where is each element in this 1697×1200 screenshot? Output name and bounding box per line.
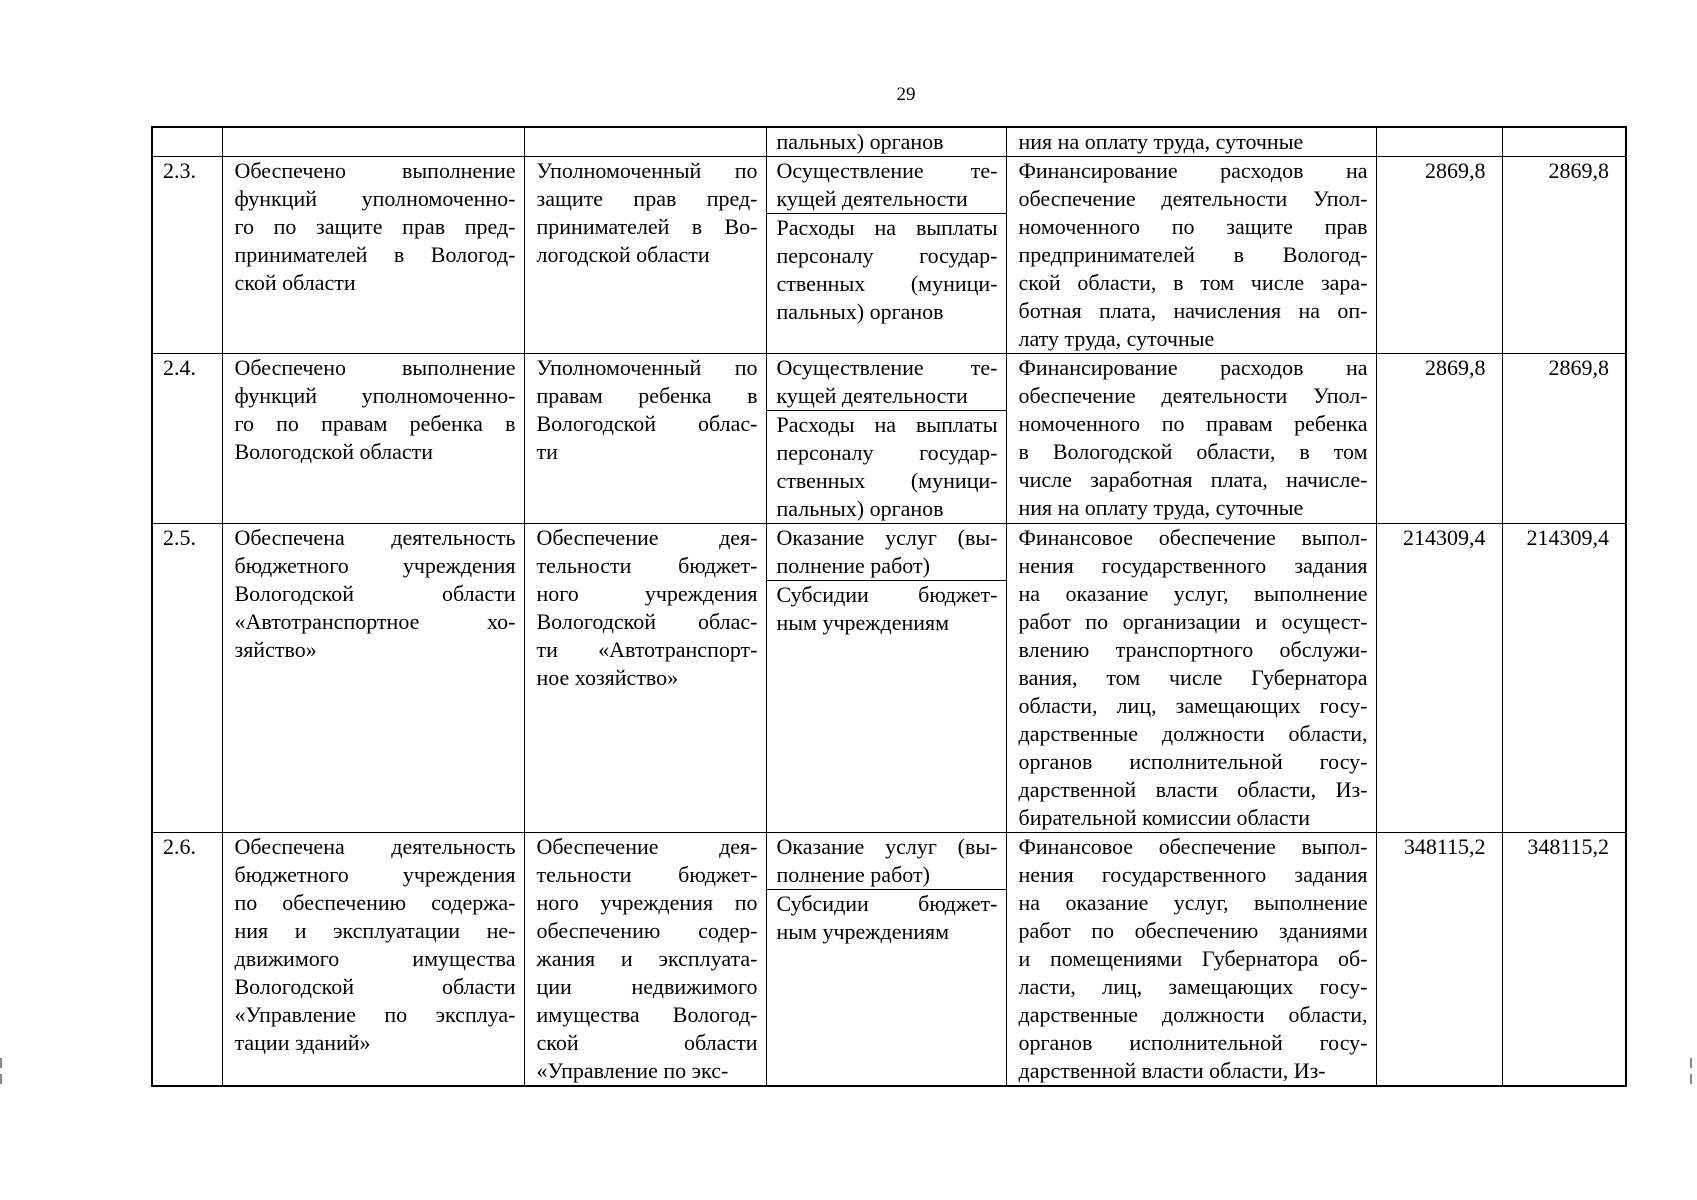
activity-line: Оказание услуг (вы-: [776, 525, 998, 550]
cell-responsible: [524, 157, 766, 354]
activity-line: Осуществление те-: [776, 158, 998, 183]
result-line: Обеспечено выполнение: [234, 158, 516, 183]
description-line: нения государственного задания: [1018, 862, 1368, 887]
cell-amount-1: [1376, 354, 1502, 524]
table-row: [152, 157, 1626, 354]
result-line: «Управление по эксплуа-: [234, 1002, 516, 1027]
cell-description: [1006, 127, 1376, 157]
margin-mark: [0, 1074, 2, 1084]
description-line: Финансирование расходов на: [1018, 158, 1368, 183]
table-row: [152, 354, 1626, 524]
cell-responsible: [524, 833, 766, 1087]
margin-mark: [0, 1058, 2, 1068]
description-line: Финансовое обеспечение выпол-: [1018, 525, 1368, 550]
activity-line: ственных (муници-: [776, 468, 998, 493]
result-line: принимателей в Вологод-: [234, 242, 516, 267]
result-line: Обеспечена деятельность: [234, 834, 516, 859]
activity-block: [767, 354, 1006, 410]
activity-line: персоналу государ-: [776, 243, 998, 268]
responsible-line: Обеспечение дея-: [536, 834, 758, 859]
activity-line: Субсидии бюджет-: [776, 891, 998, 916]
description-line: на оказание услуг, выполнение: [1018, 581, 1368, 606]
description-line: числе заработная плата, начисле-: [1018, 467, 1368, 492]
description-line: вания, том числе Губернатора: [1018, 665, 1368, 690]
activity-line: Субсидии бюджет-: [776, 582, 998, 607]
responsible-line: ти: [536, 439, 558, 464]
activity-line: Оказание услуг (вы-: [776, 834, 998, 859]
page-number: 29: [896, 84, 916, 105]
activity-block: [767, 833, 1006, 889]
result-line: бюджетного учреждения: [234, 862, 516, 887]
cell-amount-1: [1376, 833, 1502, 1087]
cell-activity: [766, 524, 1006, 833]
description-line: дарственные должности области,: [1018, 1002, 1368, 1027]
activity-line: полнение работ): [776, 553, 930, 578]
description-line: работ по обеспечению зданиями: [1018, 918, 1368, 943]
description-line: в Вологодской области, в том: [1018, 439, 1368, 464]
cell-responsible: [524, 354, 766, 524]
amount-value: 2869,8: [1425, 158, 1486, 183]
responsible-line: обеспечению содер-: [536, 918, 758, 943]
responsible-line: Обеспечение дея-: [536, 525, 758, 550]
activity-block: [767, 524, 1006, 580]
cell-amount-1: [1376, 524, 1502, 833]
cell-result: [222, 524, 524, 833]
responsible-line: тельности бюджет-: [536, 862, 758, 887]
activity-block: [767, 410, 1006, 523]
result-line: ской области: [234, 270, 356, 295]
result-line: Обеспечена деятельность: [234, 525, 516, 550]
cell-num: [152, 354, 222, 524]
row-number: 2.5.: [163, 525, 196, 550]
activity-line: пальных) органов: [776, 129, 944, 154]
table-row: [152, 524, 1626, 833]
responsible-line: логодской области: [536, 242, 710, 267]
responsible-line: защите прав пред-: [536, 186, 758, 211]
description-line: Финансовое обеспечение выпол-: [1018, 834, 1368, 859]
activity-line: персоналу государ-: [776, 440, 998, 465]
description-line: области, лиц, замещающих госу-: [1018, 693, 1368, 718]
description-line: на оказание услуг, выполнение: [1018, 890, 1368, 915]
activity-line: ственных (муници-: [776, 271, 998, 296]
activity-line: Расходы на выплаты: [776, 412, 998, 437]
cell-result: [222, 127, 524, 157]
description-line: нения государственного задания: [1018, 553, 1368, 578]
cell-activity: [766, 354, 1006, 524]
responsible-line: «Управление по экс-: [536, 1058, 729, 1083]
responsible-line: ного учреждения: [536, 581, 758, 606]
table-row: [152, 833, 1626, 1087]
responsible-line: принимателей в Во-: [536, 214, 758, 239]
cell-num: [152, 157, 222, 354]
description-line: влению транспортного обслужи-: [1018, 637, 1368, 662]
table-body: [152, 127, 1626, 1086]
cell-activity: [766, 127, 1006, 157]
cell-result: [222, 157, 524, 354]
budget-table: [151, 126, 1627, 1087]
responsible-line: имущества Вологод-: [536, 1002, 758, 1027]
amount-value: 348115,2: [1527, 834, 1609, 859]
description-line: номоченного по правам ребенка: [1018, 411, 1368, 436]
row-number: 2.4.: [163, 355, 196, 380]
result-line: ния и эксплуатации не-: [234, 918, 516, 943]
amount-value: 2869,8: [1548, 355, 1609, 380]
activity-line: Расходы на выплаты: [776, 215, 998, 240]
result-line: бюджетного учреждения: [234, 553, 516, 578]
cell-description: [1006, 354, 1376, 524]
cell-num: [152, 524, 222, 833]
description-line: ния на оплату труда, суточные: [1018, 495, 1304, 520]
cell-description: [1006, 157, 1376, 354]
amount-value: 214309,4: [1526, 525, 1609, 550]
responsible-line: Уполномоченный по: [536, 355, 758, 380]
description-line: дарственной власти области, Из-: [1018, 1058, 1326, 1083]
result-line: функций уполномоченно-: [234, 383, 516, 408]
cell-amount-1: [1376, 127, 1502, 157]
result-line: тации зданий»: [234, 1030, 371, 1055]
cell-num: [152, 127, 222, 157]
cell-amount-2: [1502, 127, 1626, 157]
activity-block: [767, 889, 1006, 946]
description-line: предпринимателей в Вологод-: [1018, 242, 1368, 267]
description-line: номоченного по защите прав: [1018, 214, 1368, 239]
description-line: дарственной власти области, Из-: [1018, 777, 1368, 802]
activity-block: [767, 157, 1006, 213]
cell-amount-2: [1502, 157, 1626, 354]
row-number: 2.3.: [163, 158, 196, 183]
responsible-line: Вологодской облас-: [536, 609, 758, 634]
table-row-continuation: [152, 127, 1626, 157]
responsible-line: ции недвижимого: [536, 974, 758, 999]
activity-line: пальных) органов: [776, 299, 944, 324]
description-line: ботная плата, начисления на оп-: [1018, 298, 1368, 323]
responsible-line: ти «Автотранспорт-: [536, 637, 758, 662]
description-line: обеспечение деятельности Упол-: [1018, 383, 1368, 408]
responsible-line: Уполномоченный по: [536, 158, 758, 183]
margin-mark: [1690, 1058, 1692, 1068]
amount-value: 2869,8: [1425, 355, 1486, 380]
description-line: лату труда, суточные: [1018, 326, 1215, 351]
description-line: ской области, в том числе зара-: [1018, 270, 1368, 295]
description-line: бирательной комиссии области: [1018, 805, 1311, 830]
cell-responsible: [524, 524, 766, 833]
activity-line: кущей деятельности: [776, 186, 968, 211]
cell-responsible: [524, 127, 766, 157]
cell-activity: [766, 833, 1006, 1087]
result-line: го по правам ребенка в: [234, 411, 516, 436]
responsible-line: ного учреждения по: [536, 890, 758, 915]
responsible-line: ное хозяйство»: [536, 665, 679, 690]
activity-line: кущей деятельности: [776, 383, 968, 408]
cell-description: [1006, 833, 1376, 1087]
result-line: по обеспечению содержа-: [234, 890, 516, 915]
responsible-line: Вологодской облас-: [536, 411, 758, 436]
cell-result: [222, 354, 524, 524]
activity-line: ным учреждениям: [776, 610, 950, 635]
description-line: и помещениями Губернатора об-: [1018, 946, 1368, 971]
description-line: органов исполнительной госу-: [1018, 749, 1368, 774]
cell-description: [1006, 524, 1376, 833]
result-line: Обеспечено выполнение: [234, 355, 516, 380]
cell-amount-1: [1376, 157, 1502, 354]
description-line: ния на оплату труда, суточные: [1018, 129, 1304, 154]
result-line: зяйство»: [234, 637, 317, 662]
cell-amount-2: [1502, 354, 1626, 524]
responsible-line: жания и эксплуата-: [536, 946, 758, 971]
margin-mark: [1690, 1074, 1692, 1084]
cell-activity: [766, 157, 1006, 354]
responsible-line: ской области: [536, 1030, 758, 1055]
result-line: Вологодской области: [234, 581, 516, 606]
result-line: «Автотранспортное хо-: [234, 609, 516, 634]
amount-value: 214309,4: [1403, 525, 1486, 550]
result-line: Вологодской области: [234, 439, 434, 464]
description-line: Финансирование расходов на: [1018, 355, 1368, 380]
description-line: дарственные должности области,: [1018, 721, 1368, 746]
result-line: функций уполномоченно-: [234, 186, 516, 211]
result-line: движимого имущества: [234, 946, 516, 971]
cell-amount-2: [1502, 833, 1626, 1087]
activity-line: ным учреждениям: [776, 919, 950, 944]
description-line: органов исполнительной госу-: [1018, 1030, 1368, 1055]
activity-line: пальных) органов: [776, 496, 944, 521]
cell-num: [152, 833, 222, 1087]
cell-amount-2: [1502, 524, 1626, 833]
activity-line: Осуществление те-: [776, 355, 998, 380]
result-line: Вологодской области: [234, 974, 516, 999]
amount-value: 2869,8: [1548, 158, 1609, 183]
result-line: го по защите прав пред-: [234, 214, 516, 239]
amount-value: 348115,2: [1403, 834, 1486, 859]
description-line: обеспечение деятельности Упол-: [1018, 186, 1368, 211]
row-number: 2.6.: [163, 834, 196, 859]
description-line: ласти, лиц, замещающих госу-: [1018, 974, 1368, 999]
responsible-line: тельности бюджет-: [536, 553, 758, 578]
description-line: работ по организации и осущест-: [1018, 609, 1368, 634]
activity-block: [767, 213, 1006, 326]
activity-line: полнение работ): [776, 862, 930, 887]
responsible-line: правам ребенка в: [536, 383, 758, 408]
cell-result: [222, 833, 524, 1087]
activity-block: [767, 580, 1006, 637]
